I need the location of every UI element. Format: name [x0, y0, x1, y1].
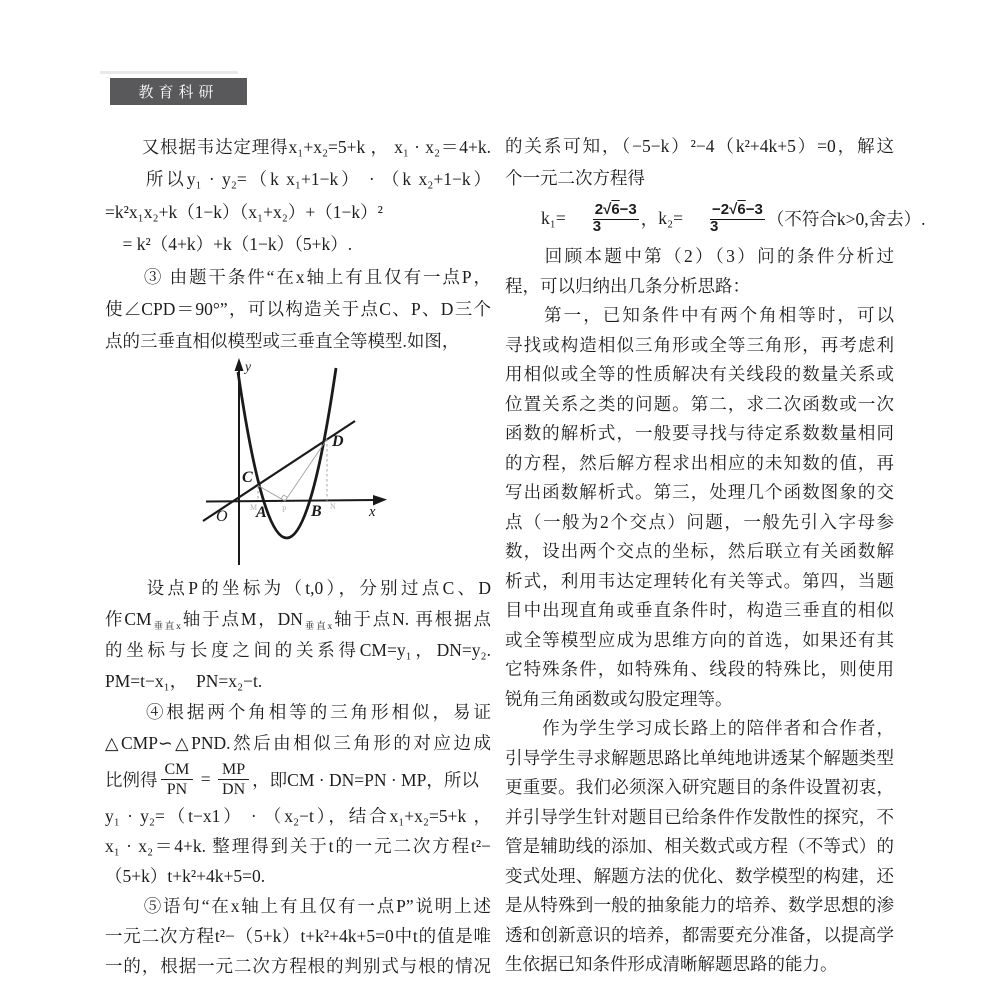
text-line: ⑤语句“在x轴上有且仅有一点P”说明上述 [105, 895, 491, 916]
coordinate-graph-svg [192, 358, 404, 570]
text-line: 目中出现直角或垂直条件时，构造三垂直的相似 [505, 600, 894, 620]
text-line-with-subscripts [105, 604, 491, 635]
coordinate-graph-figure [105, 358, 491, 573]
text-run: ，即CM · DN=PN · MP，所以 [252, 770, 479, 791]
left-column [105, 131, 491, 981]
radical-suffix: −3 [745, 200, 763, 218]
subscript-run: 垂直x [151, 621, 181, 632]
scan-artifact [100, 71, 238, 74]
text-line: 管是辅助线的添加、相关数式或方程（不等式）的 [505, 836, 894, 856]
radicand: 6 [611, 200, 620, 218]
text-line: 的方程，然后解方程求出相应的未知数的值，再 [505, 452, 894, 473]
fraction-numerator [710, 201, 765, 220]
text-line: 第一，已知条件中有两个角相等时，可以 [505, 305, 894, 325]
text-line: △CMP∽△PND.然后由相似三角形的对应边成 [105, 732, 491, 753]
text-line: 的坐标与长度之间的关系得CM=y₁，DN=y₂. [105, 639, 491, 660]
k-roots-formula-line [505, 194, 926, 242]
label-point-P: P [282, 504, 287, 514]
label-y-axis: y [245, 358, 251, 374]
label-point-M: M [250, 502, 258, 512]
fraction-numerator: MP [218, 761, 249, 781]
text-line: 函数的解析式，一般要寻找与待定系数数量相同 [505, 423, 894, 443]
text-line: 用相似或全等的性质解决有关线段的数量关系或 [505, 364, 894, 384]
text-line: 点的三垂直相似模型或三垂直全等模型.如图， [105, 331, 460, 352]
text-line: 点（一般为2个交点）问题，一般先引入字母参 [505, 511, 894, 532]
text-line: 引导学生寻求解题思路比单纯地讲透某个解题类型 [505, 747, 894, 768]
radical-prefix: −2√ [712, 200, 738, 218]
y-axis-arrow [235, 358, 244, 371]
text-line: 所以y₁ · y₂=（k x₁+1−k） · （k x₂+1−k） [105, 169, 491, 190]
label-point-B: B [311, 502, 322, 520]
text-line: 使∠CPD＝90°”，可以构造关于点C、P、D三个 [105, 298, 491, 319]
text-line: ③ 由题干条件“在x轴上有且仅有一点P， [105, 266, 491, 287]
text-line: 或全等模型应成为思维方向的首选，如果还有其 [505, 629, 894, 650]
text-run: （不符合k>0,舍去）. [766, 208, 926, 229]
fraction-MP-DN [218, 761, 249, 799]
radicand: 6 [737, 200, 746, 218]
text-line: 变式处理、解题方法的优化、数学模型的构建，还 [505, 865, 894, 886]
text-line: 是从特殊到一般的抽象能力的培养、数学思想的渗 [505, 895, 894, 915]
segment-PD [285, 439, 327, 501]
text-line: 位置关系之类的问题。第二，求二次函数或一次 [505, 393, 894, 414]
text-line: 个一元二次方程得 [505, 167, 645, 188]
radical-prefix: 2√ [594, 200, 612, 218]
text-line: x₁ · x₂＝4+k. 整理得到关于t的一元二次方程t²− [105, 835, 491, 856]
label-x-axis: x [369, 503, 376, 520]
text-line: 析式，利用韦达定理转化有关等式。第四，当题 [505, 570, 894, 591]
text-line: ④根据两个角相等的三角形相似，易证 [105, 701, 491, 722]
equals-sign: = [196, 769, 216, 790]
left-text-block-middle [105, 573, 491, 759]
label-point-D: D [332, 432, 344, 450]
text-line: 并引导学生针对题目已给条件作发散性的探究，不 [505, 806, 894, 827]
text-run: ， [640, 208, 659, 229]
text-line: 寻找或构造相似三角形或全等三角形，再考虑利 [505, 334, 894, 355]
text-line: = k²（4+k）+k（1−k）（5+k）. [105, 234, 353, 255]
left-text-block-top [105, 131, 491, 358]
text-line: 作为学生学习成长路上的陪伴者和合作者， [505, 718, 894, 738]
text-line: y₁ · y₂=（t−x1） · （x₂−t），结合x₁+x₂=5+k ， [105, 805, 491, 826]
text-line: 生依据已知条件形成清晰解题思路的能力。 [505, 954, 838, 974]
fraction-denominator: PN [166, 781, 188, 799]
text-line: 一元二次方程t²−（5+k）t+k²+4k+5=0中t的值是唯 [105, 925, 491, 946]
right-column [505, 131, 926, 980]
radical-suffix: −3 [619, 200, 637, 218]
text-line: 设点P的坐标为（t,0），分别过点C、D [105, 577, 491, 598]
fraction-denominator: 3 [710, 218, 719, 235]
text-line: （5+k）t+k²+4k+5=0. [105, 865, 266, 886]
fraction-numerator: CM [161, 761, 194, 781]
text-line: 透和创新意识的培养，都需要充分准备，以提高学 [505, 924, 894, 945]
fraction-denominator: 3 [592, 218, 602, 235]
text-line: =k²x₁x₂+k（1−k）（x₁+x₂）+（1−k）² [105, 201, 383, 222]
left-text-block-bottom [105, 801, 491, 981]
proportion-formula-line [105, 759, 491, 801]
text-run: 比例得 [105, 770, 158, 791]
text-run: 作CM [105, 608, 152, 629]
label-origin-O: O [216, 507, 228, 525]
text-run: k₁= [541, 207, 566, 228]
text-run: k₂= [658, 207, 684, 228]
text-line: 锐角三角函数或勾股定理等。 [505, 688, 733, 709]
text-line: PM=t−x₁， PN=x₂−t. [105, 670, 263, 691]
text-line: 一的，根据一元二次方程根的判别式与根的情况 [105, 955, 491, 976]
label-point-N: N [330, 501, 336, 511]
text-line: 它特殊条件，如特殊角、线段的特殊比，则使用 [505, 659, 894, 679]
text-line: 的关系可知，（−5−k）²−4（k²+4k+5）=0，解这 [505, 136, 894, 156]
text-line: 数，设出两个交点的坐标，然后联立有关函数解 [505, 541, 894, 561]
subscript-run: 垂直x [302, 621, 333, 632]
text-line: 写出函数解析式。第三，处理几个函数图象的交 [505, 482, 894, 502]
label-point-C: C [242, 468, 253, 486]
right-text-block-bottom [505, 242, 894, 980]
fraction-CM-PN [161, 761, 194, 799]
label-point-A: A [256, 503, 267, 521]
text-run: 轴于点M，DN [180, 608, 303, 629]
text-line: 程，可以归纳出几条分析思路： [505, 275, 750, 296]
text-run: 轴于点N. 再根据点 [332, 608, 491, 629]
fraction-denominator: DN [222, 781, 246, 799]
section-badge: 教育科研 [110, 78, 247, 105]
text-line: 更重要。我们必须深入研究题目的条件设置初衷， [505, 777, 894, 797]
text-line: 又根据韦达定理得x₁+x₂=5+k ， x₁ · x₂＝4+k. [105, 137, 491, 157]
text-line: 回顾本题中第（2）（3）问的条件分析过 [505, 246, 894, 266]
